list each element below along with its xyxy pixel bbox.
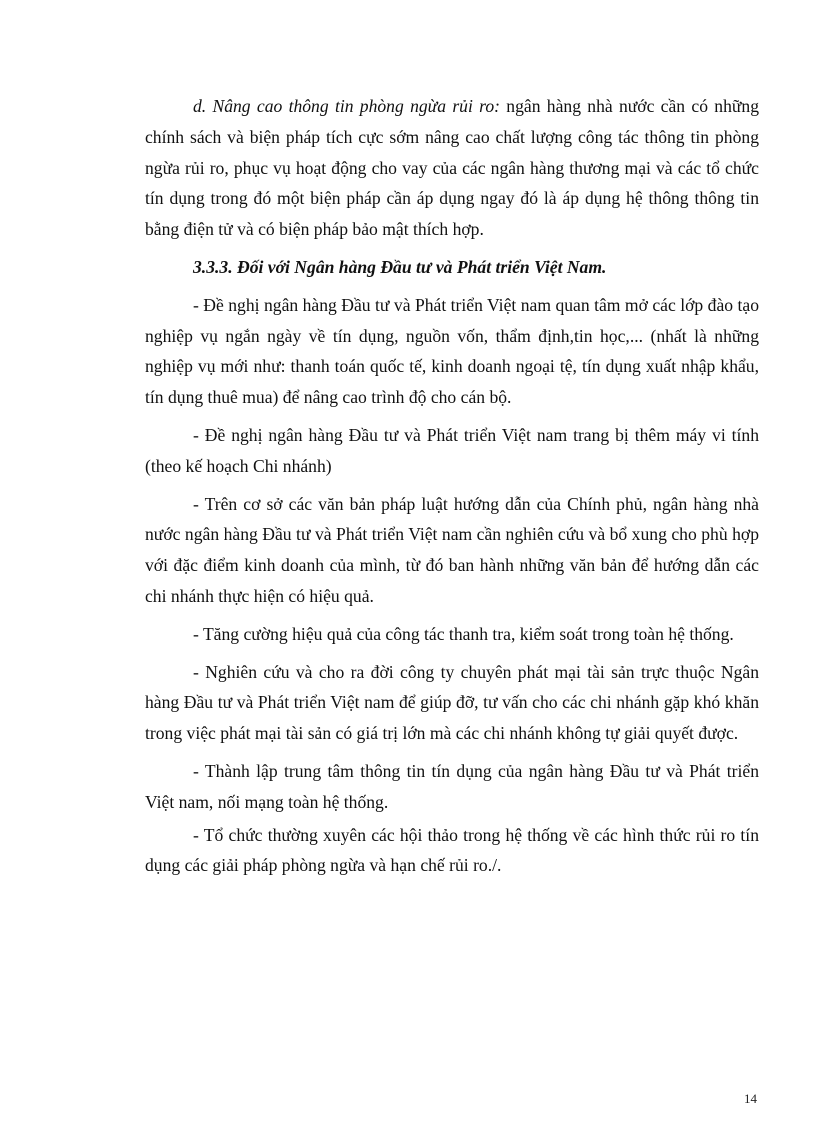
paragraph-credit-info-center: - Thành lập trung tâm thông tin tín dụng của ngân hàng Đầu tư và Phát triển Việt nam, nối mạng toàn hệ thống. <box>145 760 759 812</box>
section-heading: 3.3.3. Đối với Ngân hàng Đầu tư và Phát triển Việt Nam. <box>193 256 607 277</box>
paragraph-workshops: - Tổ chức thường xuyên các hội thảo trong hệ thống về các hình thức rủi ro tín dụng các giải pháp phòng ngừa và hạn chế rủi ro./. <box>145 824 759 876</box>
paragraph-training: - Đề nghị ngân hàng Đầu tư và Phát triển Việt nam quan tâm mở các lớp đào tạo nghiệp vụ ngắn ngày về tín dụng, nguồn vốn, thẩm định,tin học,... (nhất là những nghiệp vụ mới như: thanh toán quốc tế, kinh doanh ngoại tệ, tín dụng xuất nhập khẩu, tín dụng thuê mua) để nâng cao trình độ cho cán bộ. <box>145 294 759 408</box>
intro-lead-italic: d. Nâng cao thông tin phòng ngừa rủi ro: <box>193 96 501 116</box>
intro-text: ngân hàng nhà nước cần có những chính sách và biện pháp tích cực sớm nâng cao chất lượng công tác thông tin phòng ngừa rủi ro, phục vụ hoạt động cho vay của các ngân hàng thương mại và các tổ chức tín dụng trong đó một biện pháp cần áp dụng ngay đó là áp dụng hệ thông thông tin bằng điện tử và có biện pháp bảo mật thích hợp. <box>145 96 760 240</box>
paragraph-asset-company: - Nghiên cứu và cho ra đời công ty chuyên phát mại tài sản trực thuộc Ngân hàng Đầu tư và Phát triển Việt nam để giúp đỡ, tư vấn cho các chi nhánh gặp khó khăn trong việc phát mại tài sản có giá trị lớn mà các chi nhánh không tự giải quyết được. <box>145 661 759 744</box>
document-page <box>145 91 759 888</box>
paragraph-inspection: - Tăng cường hiệu quả của công tác thanh tra, kiểm soát trong toàn hệ thống. <box>193 623 734 644</box>
paragraph-computers: - Đề nghị ngân hàng Đầu tư và Phát triển Việt nam trang bị thêm máy vi tính (theo kế hoạch Chi nhánh) <box>145 424 759 476</box>
page-number: 14 <box>744 1091 757 1106</box>
paragraph-legal-docs: - Trên cơ sở các văn bản pháp luật hướng dẫn của Chính phủ, ngân hàng nhà nước ngân hàng Đầu tư và Phát triển Việt nam cần nghiên cứu và bổ xung cho phù hợp với đặc điểm kinh doanh của mình, từ đó ban hành những văn bản để hướng dẫn các chi nhánh thực hiện có hiệu quả. <box>145 493 759 606</box>
intro-paragraph <box>145 91 759 245</box>
